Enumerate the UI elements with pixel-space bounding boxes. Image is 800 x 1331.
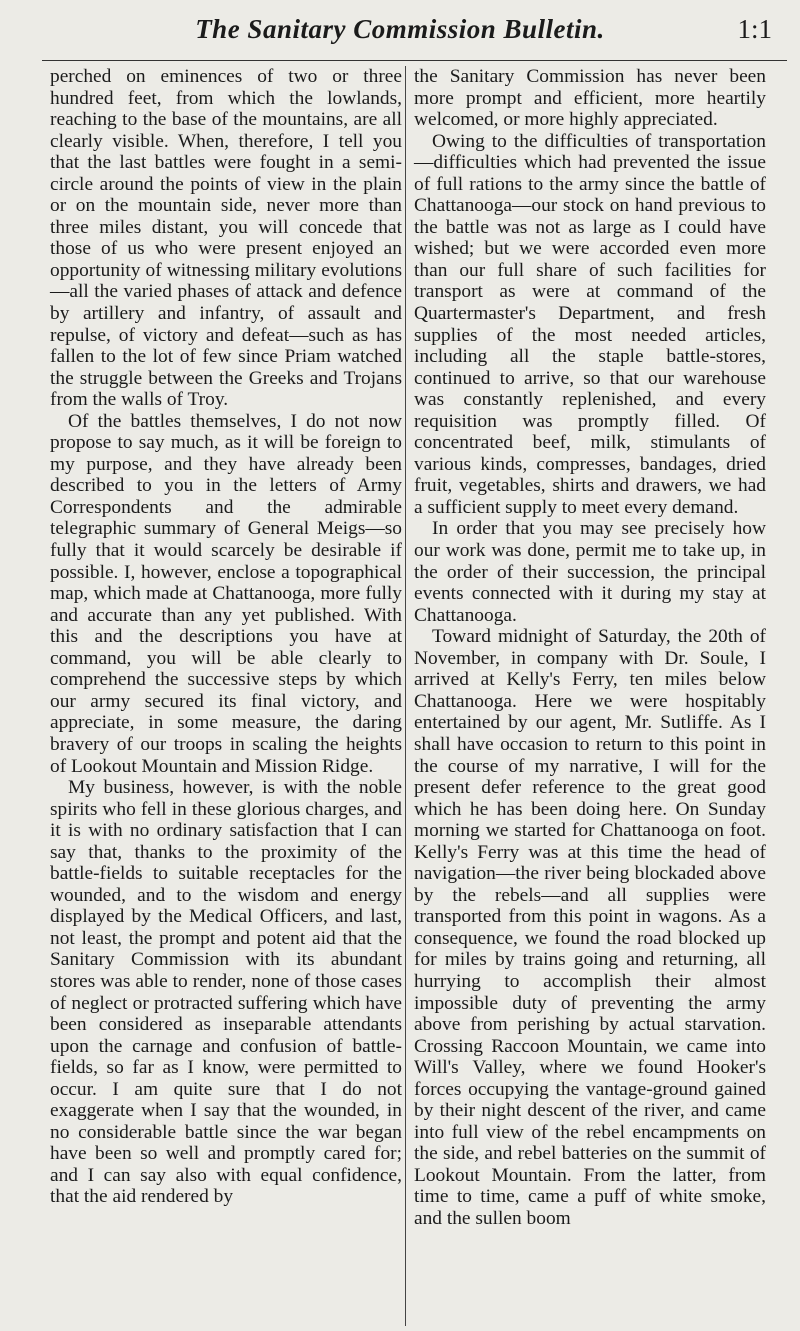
paragraph: perched on eminences of two or three hundred feet, from which the lowlands, reaching to the base of the mountains, are all clearly visible. When, therefore, I tell you that the last battles were fought in a semi-circle around the points of view in the plain or on the mountain side, never more than three miles distant, you will concede that those of us who were present enjoyed an opportunity of witnessing military evolutions—all the varied phases of attack and defence by artillery and infantry, of assault and repulse, of victory and defeat—such as has fallen to the lot of few since Priam watched the struggle between the Greeks and Trojans from the walls of Troy. xyxy=(50,66,402,411)
left-column xyxy=(50,66,402,1208)
paragraph: Owing to the difficulties of transportation—difficulties which had prevented the issue of full rations to the army since the battle of Chattanooga—our stock on hand previous to the battle was not as large as I could have wished; but we were accorded even more than our full share of such facilities for transport as were at command of the Quartermaster's Department, and fresh supplies of the most needed articles, including all the staple battle-stores, continued to arrive, so that our warehouse was constantly replenished, and every requisition was promptly filled. Of concentrated beef, milk, stimulants of various kinds, compresses, bandages, dried fruit, vegetables, shirts and drawers, we had a sufficient supply to meet every demand. xyxy=(414,130,766,518)
paragraph: the Sanitary Commission has never been more prompt and efficient, more heartily welcomed, or more highly appreciated. xyxy=(414,66,766,131)
page-number: 1:1 xyxy=(737,14,772,44)
page-header xyxy=(0,14,800,54)
right-column xyxy=(414,66,766,1230)
paragraph: My business, however, is with the noble spirits who fell in these glorious charges, and it is with no ordinary satisfaction that I can say that, thanks to the proximity of the battle-fields to suitable receptacles for the wounded, and to the wisdom and energy displayed by the Medical Officers, and last, not least, the prompt and potent aid that the Sanitary Commission with its abundant stores was able to render, none of those cases of neglect or protracted suffering which have been considered as inseparable attendants upon the carnage and confusion of battle-fields, so far as I know, were permitted to occur. I am quite sure that I do not exaggerate when I say that the wounded, in no considerable battle since the war began have been so well and promptly cared for; and I can say also with equal confidence, that the aid rendered by xyxy=(50,777,402,1208)
paragraph: Of the battles themselves, I do not now propose to say much, as it will be foreign to my purpose, and they have already been described to you in the letters of Army Correspondents and the admirable telegraphic summary of General Meigs—so fully that it would scarcely be desirable if possible. I, however, enclose a topographical map, which made at Chattanooga, more fully and accurate than any yet published. With this and the descriptions you have at command, you will be able clearly to comprehend the successive steps by which our army secured its final victory, and appreciate, in some measure, the daring bravery of our troops in scaling the heights of Lookout Mountain and Mission Ridge. xyxy=(50,410,402,777)
header-rule xyxy=(42,60,787,61)
column-divider xyxy=(405,66,406,1326)
paragraph: In order that you may see precisely how our work was done, permit me to take up, in the order of their succession, the principal events connected with it during my stay at Chattanooga. xyxy=(414,518,766,626)
running-title: The Sanitary Commission Bulletin. xyxy=(195,14,605,44)
paragraph: Toward midnight of Saturday, the 20th of November, in company with Dr. Soule, I arrived at Kelly's Ferry, ten miles below Chattanooga. Here we were hospitably entertained by our agent, Mr. Sutliffe. As I shall have occasion to return to this point in the course of my narrative, I will for the present defer reference to the great good which he has been doing here. On Sunday morning we started for Chattanooga on foot. Kelly's Ferry was at this time the head of navigation—the river being blockaded above by the rebels—and all supplies were transported from this point in wagons. As a consequence, we found the road blocked up for miles by trains going and returning, all hurrying to accomplish their almost impossible duty of preventing the army above from perishing by actual starvation. Crossing Raccoon Mountain, we came into Will's Valley, where we found Hooker's forces occupying the vantage-ground gained by their night descent of the river, and came into full view of the rebel encampments on the side, and rebel batteries on the summit of Lookout Mountain. From the latter, from time to time, came a puff of white smoke, and the sullen boom xyxy=(414,626,766,1229)
